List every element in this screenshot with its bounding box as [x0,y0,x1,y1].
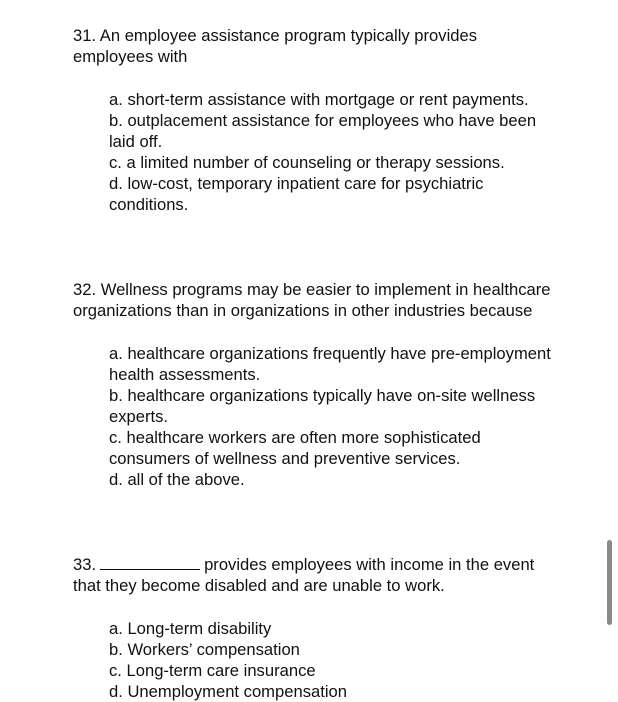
choice-d: d. low-cost, temporary inpatient care for psychiatric conditions. [109,174,484,214]
question-number: 33. [73,555,97,574]
question-33 [73,554,553,702]
answer-choices [73,89,553,215]
question-32 [73,279,553,490]
choice-c: c. Long-term care insurance [109,661,316,680]
question-number: 32. [73,280,97,299]
answer-choices [73,343,553,490]
question-33-text [73,554,553,596]
choice-d: d. Unemployment compensation [109,682,347,701]
question-32-text [73,279,553,321]
answer-choices [73,618,553,702]
question-prompt: Wellness programs may be easier to implement in healthcare organizations than in organizations in other industries because [73,280,551,320]
choice-c: c. healthcare workers are often more sophisticated consumers of wellness and preventive services. [109,428,481,468]
choice-a: a. healthcare organizations frequently have pre-employment health assessments. [109,344,551,384]
choice-b: b. Workers’ compensation [109,640,300,659]
choice-b: b. outplacement assistance for employees who have been laid off. [109,111,537,151]
choice-a: a. Long-term disability [109,619,272,638]
question-number: 31. [73,26,97,45]
question-prompt: An employee assistance program typically provides employees with [73,26,478,66]
choice-b: b. healthcare organizations typically have on-site wellness experts. [109,386,536,426]
fill-in-blank [100,555,200,570]
vertical-scrollbar[interactable] [607,540,612,625]
question-31 [73,25,553,215]
question-prompt: provides employees with income in the event that they become disabled and are unable to work. [73,555,535,595]
choice-a: a. short-term assistance with mortgage or rent payments. [109,90,529,109]
question-31-text [73,25,553,67]
choice-c: c. a limited number of counseling or therapy sessions. [109,153,505,172]
choice-d: d. all of the above. [109,470,245,489]
